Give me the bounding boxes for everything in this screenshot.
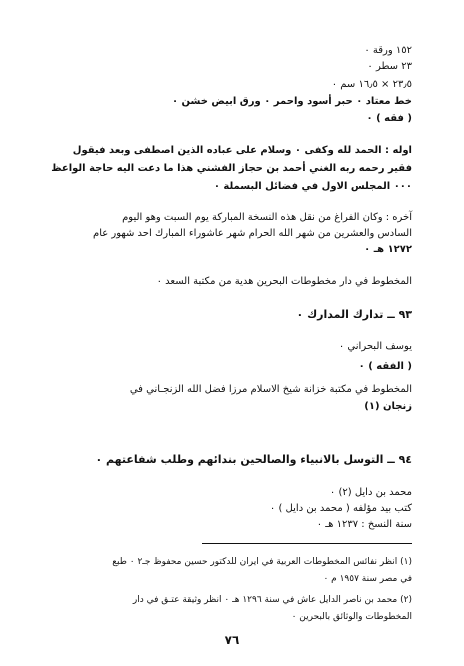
entry-93-location-2: زنجان (١) [364, 401, 412, 412]
footnote-divider [202, 543, 412, 544]
explicit-line-3: ١٢٧٢ هـ ٠ [364, 244, 412, 255]
incipit-line-2: فقير رحمه ربه الغني أحمد بن حجاز الفشني هذا ما دعت اليه حاجة الواعظ [51, 163, 412, 174]
entry-93-subject: ( الفقه ) ٠ [358, 361, 412, 372]
entry-94-author: محمد بن دايل (٢) ٠ [329, 487, 412, 498]
footnote-2-line-1: (٢) محمد بن ناصر الدايل عاش في سنة ١٢٩٦ هـ ٠ انظر وثيقة عتـق في دار [132, 595, 412, 605]
explicit-line-1: آخره : وكان الفراغ من نقل هذه النسخة المباركة يوم السبت وهو اليوم [122, 212, 412, 223]
explicit-line-2: السادس والعشرين من شهر الله الحرام شهر عاشوراء المبارك احد شهور عام [93, 228, 412, 239]
footnote-1-line-2: في مصر سنة ١٩٥٧ م ٠ [323, 574, 412, 584]
entry-94-date: سنة النسخ : ١٢٣٧ هـ ٠ [316, 519, 412, 530]
entry-93-title: ٩٣ ــ تدارك المدارك ٠ [296, 308, 412, 321]
entry-93-location-1: المخطوط في مكتبة خزانة شيخ الاسلام مرزا فضل الله الزنجـاني في [129, 384, 412, 395]
dimensions: ٢٣٫٥ × ١٦٫٥ سم ٠ [331, 79, 412, 90]
subject-tag: ( فقه ) ٠ [366, 113, 412, 124]
incipit-line-3: ٠٠٠ المجلس الاول في فضائل البسملة ٠ [213, 181, 412, 192]
script-description: خط معتاد ٠ حبر أسود واحمر ٠ ورق ابيض خشن ٠ [171, 96, 412, 107]
provenance-note: المخطوط في دار مخطوطات البحرين هدية من مكتبة السعد ٠ [156, 276, 412, 287]
folio-count: ١٥٢ ورقة ٠ [364, 45, 412, 56]
entry-94-title: ٩٤ ــ التوسل بالانبياء والصالحين بندائهم وطلب شفاعتهم ٠ [95, 453, 412, 466]
footnote-2-line-2: المخطوطات والوثائق بالبحرين ٠ [291, 612, 412, 622]
incipit-line-1: اوله : الحمد لله وكفى ٠ وسلام على عباده الذين اصطفى وبعد فيقول [72, 145, 412, 156]
line-count: ٢٣ سطر ٠ [367, 61, 412, 72]
page-number: ٧٦ [224, 633, 240, 647]
entry-94-copied: كتب بيد مؤلفه ( محمد بن دايل ) ٠ [269, 503, 412, 514]
entry-93-author: يوسف البحراني ٠ [338, 341, 412, 352]
footnote-1-line-1: (١) انظر نفائس المخطوطات العربية في ايران للدكتور حسين محفوظ جـ٢ ٠ طبع [112, 557, 412, 567]
